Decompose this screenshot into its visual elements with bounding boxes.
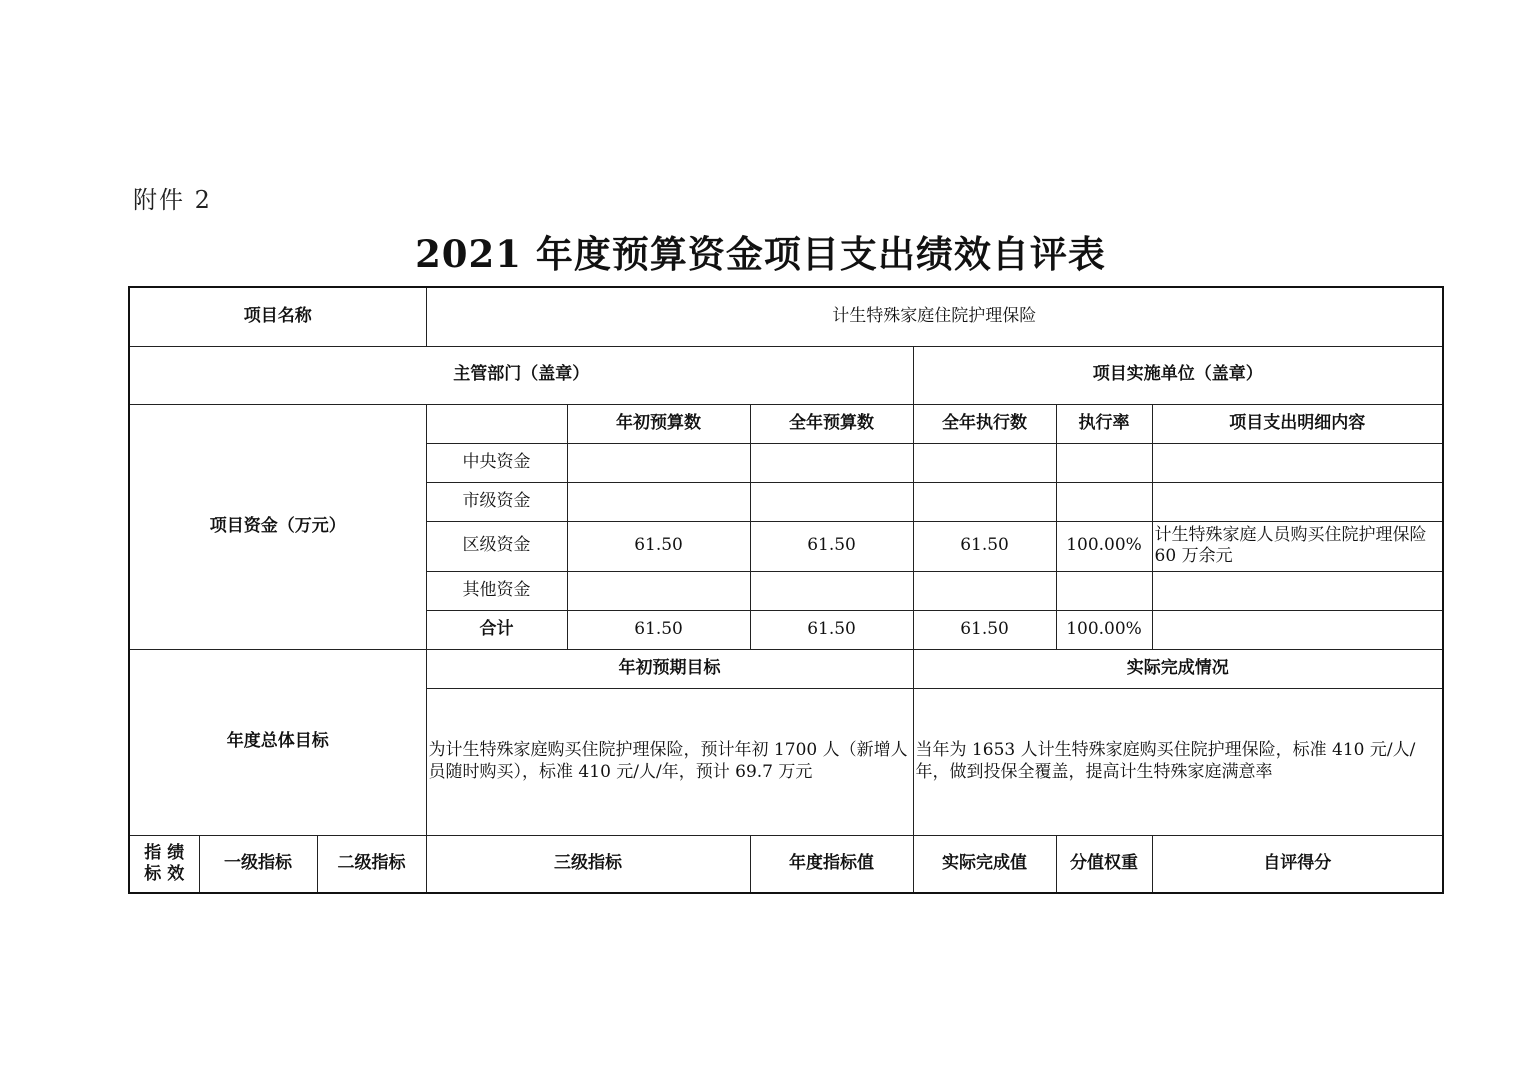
expected-goal-header: 年初预期目标 <box>426 649 913 688</box>
perf-char: 指 <box>144 842 162 863</box>
funds-label: 项目资金（万元） <box>129 404 426 649</box>
fund-executed <box>913 443 1056 482</box>
fund-rate <box>1056 482 1152 521</box>
fund-name: 市级资金 <box>426 482 567 521</box>
annual-goal-label: 年度总体目标 <box>129 649 426 835</box>
attachment-label: 附件 2 <box>133 186 212 214</box>
perf-char: 标 <box>144 863 162 884</box>
funds-header-row <box>129 404 1443 443</box>
dept-label: 主管部门（盖章） <box>129 346 913 404</box>
expected-goal-text: 为计生特殊家庭购买住院护理保险，预计年初 1700 人（新增人员随时购买），标准 410 元/人/年，预计 69.7 万元 <box>426 688 913 835</box>
fund-total-initial: 61.50 <box>567 610 750 649</box>
fund-initial: 61.50 <box>567 521 750 571</box>
project-name-row <box>129 287 1443 346</box>
header-initial-budget: 年初预算数 <box>567 404 750 443</box>
project-name-label: 项目名称 <box>129 287 426 346</box>
fund-name: 其他资金 <box>426 571 567 610</box>
fund-detail: 计生特殊家庭人员购买住院护理保险 60 万余元 <box>1152 521 1443 571</box>
fund-initial <box>567 482 750 521</box>
header-execution-rate: 执行率 <box>1056 404 1152 443</box>
fund-detail <box>1152 482 1443 521</box>
fund-name: 中央资金 <box>426 443 567 482</box>
perf-char: 效 <box>167 863 185 884</box>
fund-detail <box>1152 571 1443 610</box>
fund-executed <box>913 482 1056 521</box>
project-name-value: 计生特殊家庭住院护理保险 <box>426 287 1443 346</box>
fund-annual: 61.50 <box>750 521 913 571</box>
weight-header: 分值权重 <box>1056 835 1152 893</box>
fund-total-executed: 61.50 <box>913 610 1056 649</box>
fund-name: 区级资金 <box>426 521 567 571</box>
perf-char: 绩 <box>167 842 185 863</box>
level1-indicator-header: 一级指标 <box>199 835 317 893</box>
performance-indicator-label <box>129 835 199 893</box>
fund-total-annual: 61.50 <box>750 610 913 649</box>
actual-completion-text: 当年为 1653 人计生特殊家庭购买住院护理保险，标准 410 元/人/年，做到投保全覆盖，提高计生特殊家庭满意率 <box>913 688 1443 835</box>
funds-header-blank <box>426 404 567 443</box>
header-expense-detail: 项目支出明细内容 <box>1152 404 1443 443</box>
self-evaluation-table <box>128 286 1444 894</box>
indicators-header-row <box>129 835 1443 893</box>
fund-total-rate: 100.00% <box>1056 610 1152 649</box>
fund-executed: 61.50 <box>913 521 1056 571</box>
page-title: 2021 年度预算资金项目支出绩效自评表 <box>415 232 1106 276</box>
fund-total-detail <box>1152 610 1443 649</box>
annual-indicator-value-header: 年度指标值 <box>750 835 913 893</box>
fund-rate <box>1056 443 1152 482</box>
fund-annual <box>750 571 913 610</box>
header-annual-budget: 全年预算数 <box>750 404 913 443</box>
actual-completion-header: 实际完成情况 <box>913 649 1443 688</box>
self-score-header: 自评得分 <box>1152 835 1443 893</box>
fund-initial <box>567 571 750 610</box>
fund-detail <box>1152 443 1443 482</box>
units-row <box>129 346 1443 404</box>
fund-annual <box>750 482 913 521</box>
fund-annual <box>750 443 913 482</box>
fund-rate <box>1056 571 1152 610</box>
impl-unit-label: 项目实施单位（盖章） <box>913 346 1443 404</box>
goals-header-row <box>129 649 1443 688</box>
actual-value-header: 实际完成值 <box>913 835 1056 893</box>
level3-indicator-header: 三级指标 <box>426 835 750 893</box>
fund-total-name: 合计 <box>426 610 567 649</box>
level2-indicator-header: 二级指标 <box>317 835 426 893</box>
fund-rate: 100.00% <box>1056 521 1152 571</box>
fund-executed <box>913 571 1056 610</box>
header-annual-executed: 全年执行数 <box>913 404 1056 443</box>
fund-initial <box>567 443 750 482</box>
